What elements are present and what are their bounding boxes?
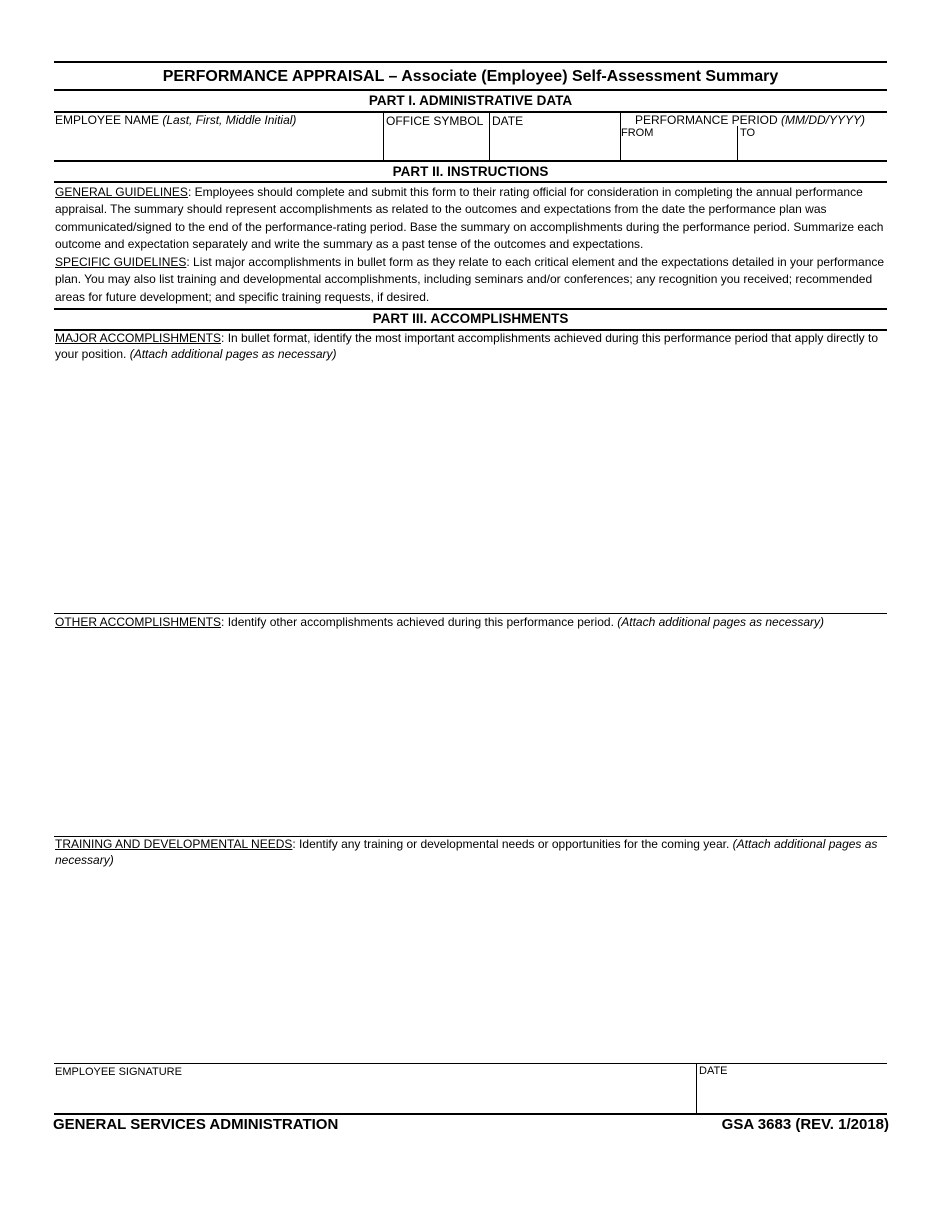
performance-period-label: PERFORMANCE PERIOD (MM/DD/YYYY) bbox=[635, 113, 866, 127]
rule bbox=[54, 1063, 887, 1064]
to-date-field[interactable] bbox=[739, 141, 885, 159]
form-title: PERFORMANCE APPRAISAL – Associate (Employee) Self-Assessment Summary bbox=[162, 68, 779, 85]
employee-signature-field[interactable] bbox=[55, 1081, 693, 1112]
general-guidelines: GENERAL GUIDELINES: Employees should complete and submit this form to their rating official for consideration in completing the annual performance appraisal. The summary should represent accomplishments as related to the outcomes and expectations from the date the performance plan was communicated/signed to the end of the performance-rating period. Base the summary on accomplishments during the performance period. Summarize each outcome and expectation separately and write the summary as a past tense of the outcomes and expectations. bbox=[55, 185, 884, 252]
major-accomplishments-field[interactable] bbox=[55, 366, 885, 610]
specific-guidelines: SPECIFIC GUIDELINES: List major accomplishments in bullet form as they relate to each critical element and the expectations detailed in your performance plan. You may also list training and developmental accomplishments, including seminars and/or conferences; any recognition you received; recommended areas for future development; and specific training requests, if desired. bbox=[55, 255, 885, 304]
form-number: GSA 3683 (REV. 1/2018) bbox=[721, 1116, 889, 1133]
date-field[interactable] bbox=[491, 130, 618, 158]
training-needs-label: TRAINING AND DEVELOPMENTAL NEEDS: Identify any training or developmental needs or opportunities for the coming year. (Attach additional pages as necessary) bbox=[55, 837, 878, 867]
part3-heading: PART III. ACCOMPLISHMENTS bbox=[372, 311, 569, 326]
divider bbox=[489, 112, 490, 160]
signature-date-field[interactable] bbox=[699, 1081, 885, 1112]
divider bbox=[737, 126, 738, 160]
other-accomplishments-field[interactable] bbox=[55, 634, 885, 832]
employee-name-label: EMPLOYEE NAME (Last, First, Middle Initial) bbox=[55, 113, 297, 127]
employee-name-field[interactable] bbox=[55, 128, 381, 158]
office-symbol-field[interactable] bbox=[385, 130, 487, 158]
rule bbox=[54, 160, 887, 162]
rule bbox=[54, 181, 887, 183]
part1-heading: PART I. ADMINISTRATIVE DATA bbox=[368, 93, 573, 108]
major-accomplishments-label: MAJOR ACCOMPLISHMENTS: In bullet format, identify the most important accomplishments achieved during this performance period that apply directly to your position. (Attach additional pages as necessary) bbox=[55, 331, 879, 361]
employee-signature-label: EMPLOYEE SIGNATURE bbox=[55, 1066, 182, 1078]
training-needs-field[interactable] bbox=[55, 872, 885, 1058]
from-label: FROM bbox=[621, 127, 654, 139]
signature-date-label: DATE bbox=[699, 1065, 728, 1077]
rule bbox=[54, 89, 887, 91]
office-symbol-label: OFFICE SYMBOL bbox=[386, 114, 484, 128]
date-label: DATE bbox=[492, 114, 524, 128]
top-rule bbox=[54, 61, 887, 63]
other-accomplishments-label: OTHER ACCOMPLISHMENTS: Identify other accomplishments achieved during this performance period. (Attach additional pages as necessary) bbox=[55, 615, 825, 629]
divider bbox=[696, 1063, 697, 1114]
part2-heading: PART II. INSTRUCTIONS bbox=[392, 164, 549, 179]
from-date-field[interactable] bbox=[622, 141, 735, 159]
rule bbox=[54, 308, 887, 310]
rule bbox=[54, 1113, 887, 1115]
agency-name: GENERAL SERVICES ADMINISTRATION bbox=[53, 1116, 339, 1133]
divider bbox=[383, 112, 384, 160]
to-label: TO bbox=[740, 127, 756, 139]
